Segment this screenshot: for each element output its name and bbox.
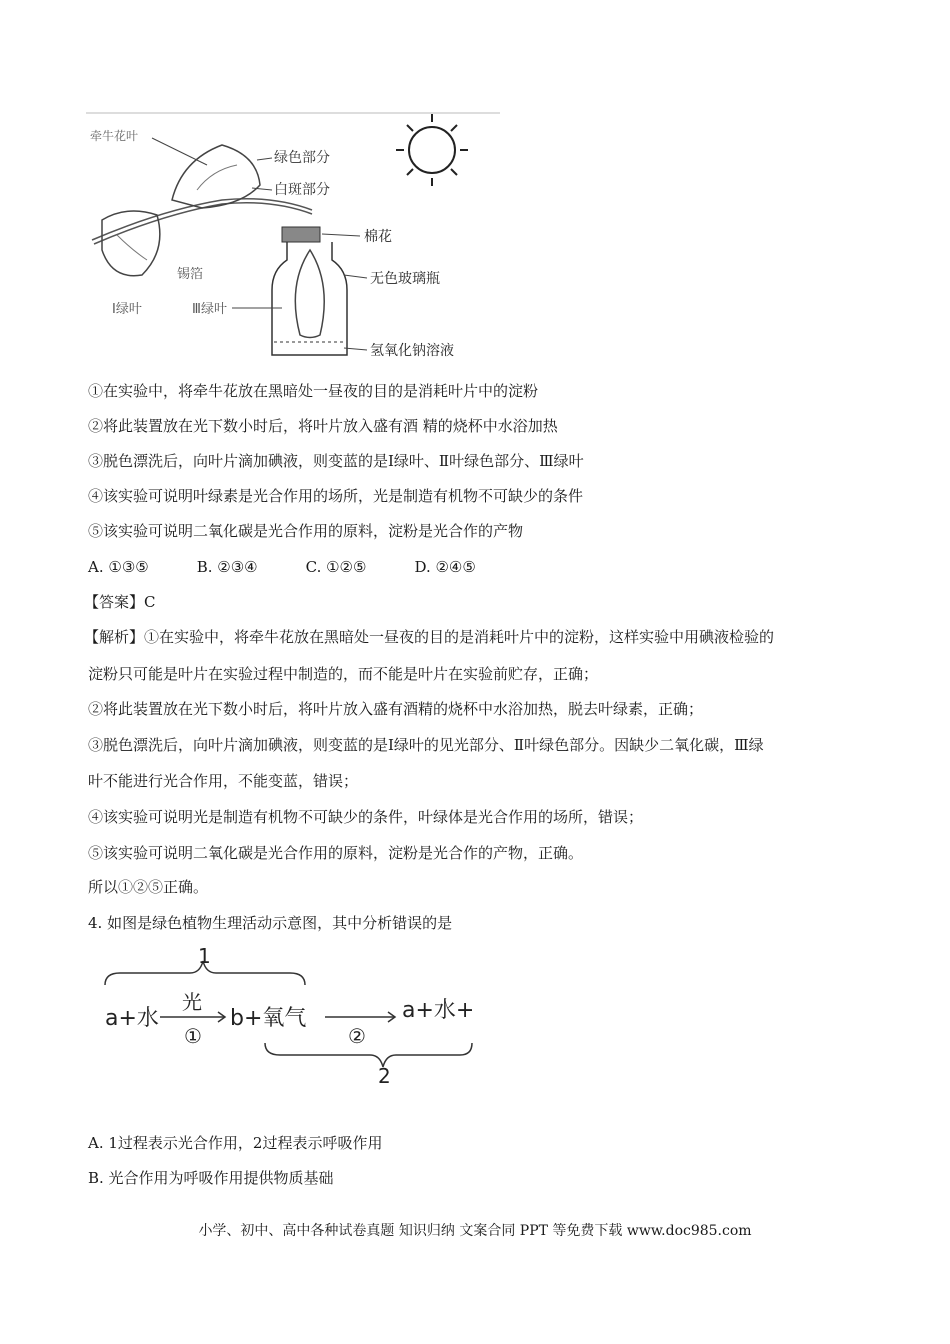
naoh-label: 氢氧化钠溶液 <box>370 343 454 359</box>
option-b: B. ②③④ <box>196 558 258 576</box>
brace-top-label: 1 <box>198 945 211 968</box>
q4-option-b: B. 光合作用为呼吸作用提供物质基础 <box>88 1169 334 1187</box>
foil-label: 锡箔 <box>177 267 204 282</box>
light-label: 光 <box>182 990 202 1014</box>
statement-1: ①在实验中，将牵牛花放在黑暗处一昼夜的目的是消耗叶片中的淀粉 <box>88 382 539 400</box>
analysis-line-6: ④该实验可说明光是制造有机物不可缺少的条件，叶绿体是光合作用的场所，错误； <box>88 808 644 826</box>
answer: 【答案】C <box>84 593 156 611</box>
final-products-label: a+水+ <box>402 998 475 1023</box>
leaf1-label: Ⅰ绿叶 <box>112 302 142 317</box>
question-4: 4. 如图是绿色植物生理活动示意图，其中分析错误的是 <box>88 914 453 932</box>
options-row <box>88 556 524 578</box>
analysis-line-4: ③脱色漂洗后，向叶片滴加碘液，则变蓝的是Ⅰ绿叶的见光部分、Ⅱ叶绿色部分。因缺少二氧化碳，Ⅲ绿 <box>88 736 764 754</box>
option-d: D. ②④⑤ <box>414 558 476 576</box>
option-c: C. ①②⑤ <box>305 558 367 576</box>
analysis-line-5: 叶不能进行光合作用，不能变蓝，错误； <box>88 772 359 790</box>
step-2-label: ② <box>348 1024 366 1048</box>
reactants-label: a+水 <box>105 1006 159 1031</box>
bottle-label: 无色玻璃瓶 <box>370 271 440 287</box>
plant-label: 牵牛花叶 <box>90 129 139 143</box>
cotton-label: 棉花 <box>364 229 392 245</box>
step-1-label: ① <box>184 1024 202 1048</box>
statement-5: ⑤该实验可说明二氧化碳是光合作用的原料，淀粉是光合作的产物 <box>88 522 524 540</box>
statement-2: ②将此装置放在光下数小时后，将叶片放入盛有酒 精的烧杯中水浴加热 <box>88 417 558 435</box>
experiment-diagram <box>82 110 502 365</box>
analysis-line-8: 所以①②⑤正确。 <box>88 878 209 896</box>
option-a: A. ①③⑤ <box>88 558 149 576</box>
white-part-label: 白斑部分 <box>274 182 330 198</box>
analysis-line-7: ⑤该实验可说明二氧化碳是光合作用的原料，淀粉是光合作的产物，正确。 <box>88 844 584 862</box>
brace-bottom <box>265 1043 472 1067</box>
statement-4: ④该实验可说明叶绿素是光合作用的场所，光是制造有机物不可缺少的条件 <box>88 487 584 505</box>
leaf3-label: Ⅲ绿叶 <box>192 302 227 317</box>
q4-option-a: A. 1过程表示光合作用，2过程表示呼吸作用 <box>88 1134 383 1152</box>
sun-icon <box>396 114 468 186</box>
analysis-line-1: 【解析】①在实验中，将牵牛花放在黑暗处一昼夜的目的是消耗叶片中的淀粉，这样实验中用碘液检验的 <box>84 628 775 646</box>
green-part-label: 绿色部分 <box>274 150 330 166</box>
analysis-line-3: ②将此装置放在光下数小时后，将叶片放入盛有酒精的烧杯中水浴加热，脱去叶绿素，正确； <box>88 700 704 718</box>
process-diagram <box>100 945 480 1085</box>
brace-bottom-label: 2 <box>378 1064 391 1085</box>
page-footer: 小学、初中、高中各种试卷真题 知识归纳 文案合同 PPT 等免费下载 www.doc985.com <box>198 1223 752 1239</box>
statement-3: ③脱色漂洗后，向叶片滴加碘液，则变蓝的是Ⅰ绿叶、Ⅱ叶绿色部分、Ⅲ绿叶 <box>88 452 584 470</box>
analysis-line-2: 淀粉只可能是叶片在实验过程中制造的，而不能是叶片在实验前贮存，正确； <box>88 665 599 683</box>
middle-products-label: b+氧气 <box>230 1006 307 1031</box>
